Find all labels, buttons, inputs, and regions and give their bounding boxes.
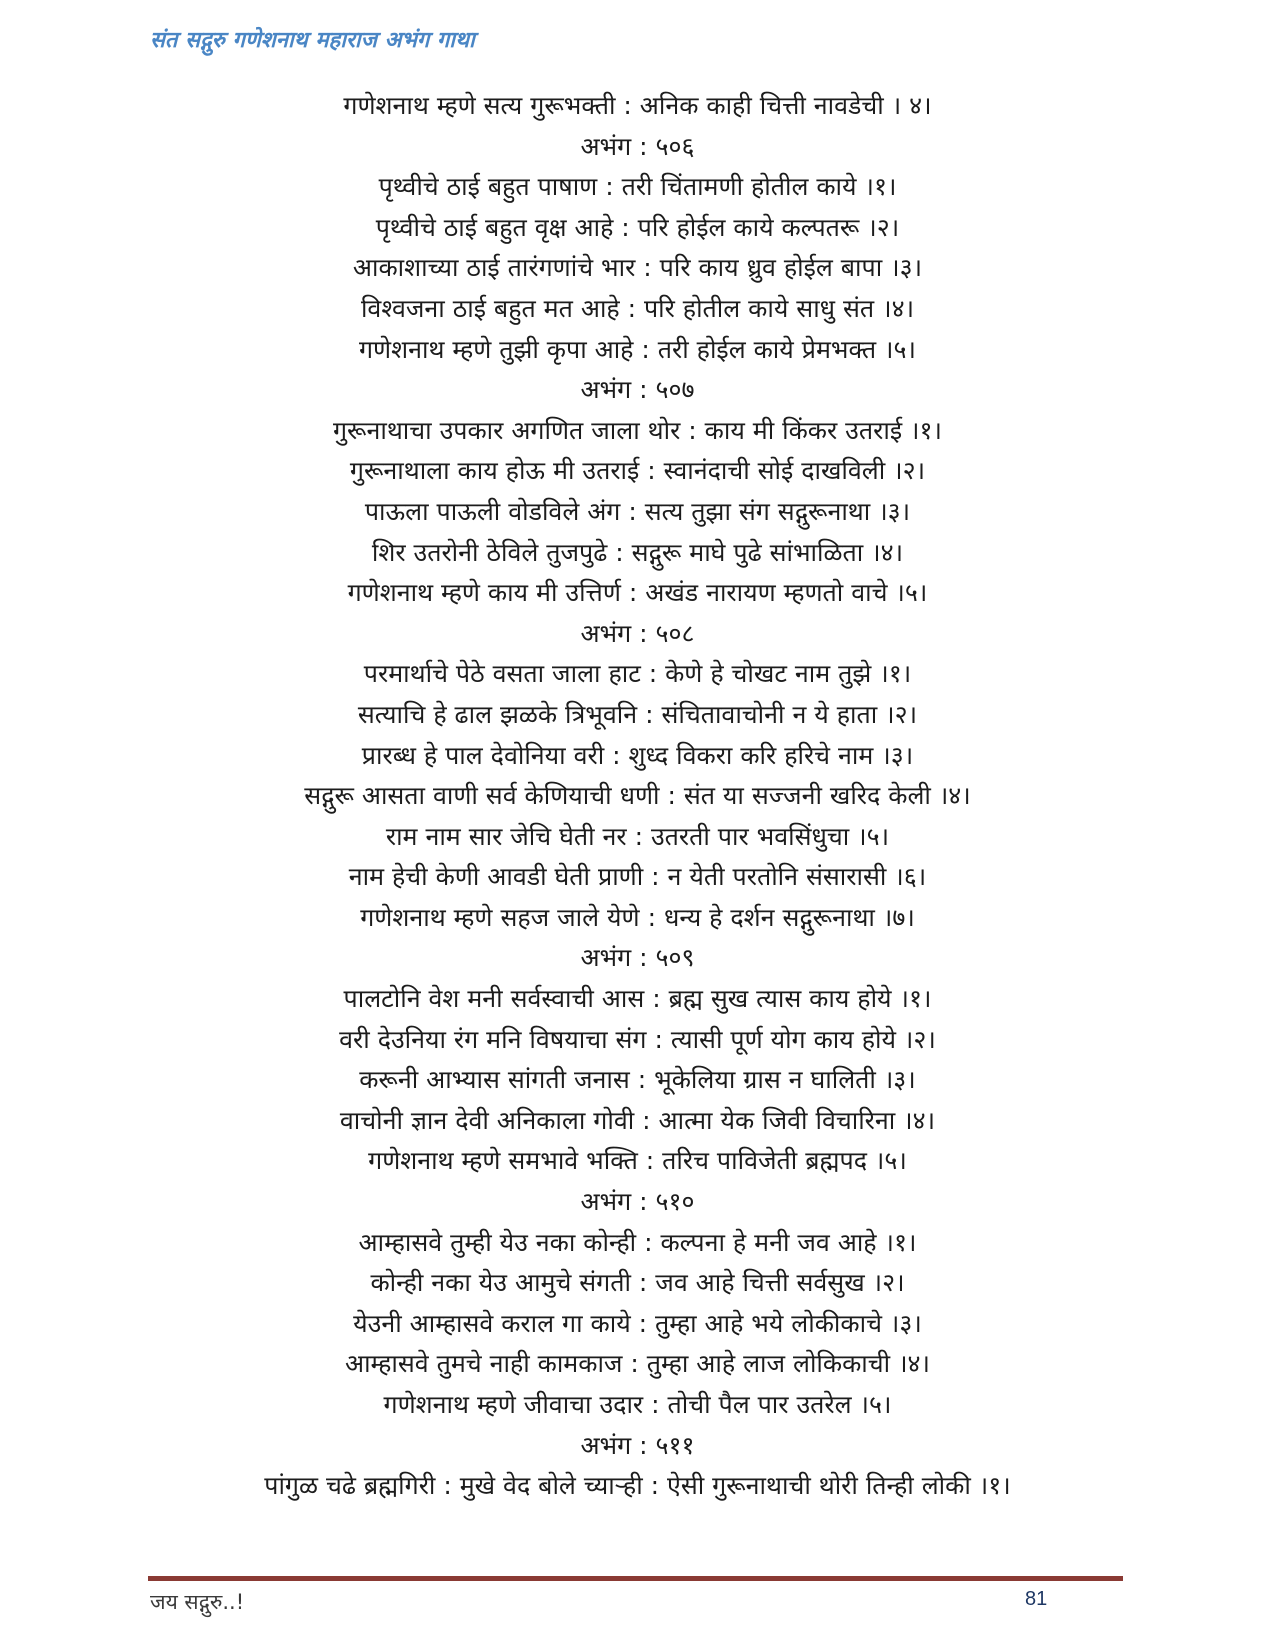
verse-line: वरी देउनिया रंग मनि विषयाचा संग : त्यासी पूर्ण योग काय होये ।२। [339,1024,936,1054]
verse-line: पृथ्वीचे ठाई बहुत पाषाण : तरी चिंतामणी होतील काये ।१। [378,172,897,202]
verse-line: वाचोनी ज्ञान देवी अनिकाला गोवी : आत्मा येक जिवी विचारिना ।४। [339,1105,936,1135]
verse-line: गणेशनाथ म्हणे समभावे भक्ति : तरिच पाविजेती ब्रह्मपद ।५। [368,1146,907,1176]
verse-line: पृथ्वीचे ठाई बहुत वृक्ष आहे : परि होईल काये कल्पतरू ।२। [375,212,900,242]
verse-line: नाम हेची केणी आवडी घेती प्राणी : न येती परतोनि संसारासी ।६। [348,862,927,892]
verse-line: सत्याचि हे ढाल झळके त्रिभूवनि : संचितावाचोनी न ये हाता ।२। [357,699,918,729]
page-header-title: संत सद्गुरु गणेशनाथ महाराज अभंग गाथा [150,28,475,53]
verse-line: गणेशनाथ म्हणे सत्य गुरूभक्ती : अनिक काही चित्ती नावडेची । ४। [343,91,932,120]
footer-left-text: जय सद्गुरु..! [150,1590,245,1614]
verse-line: प्रारब्ध हे पाल देवोनिया वरी : शुध्द विकरा करि हरिचे नाम ।३। [361,740,914,770]
verse-line: येउनी आम्हासवे कराल गा काये : तुम्हा आहे भये लोकीकाचे ।३। [353,1308,922,1338]
verse-line: सद्गुरू आसता वाणी सर्व केणियाची धणी : संत या सज्जनी खरिद केली ।४। [304,781,971,811]
abhang-text-body [60,86,1215,1507]
abhang-heading: अभंग : ५१० [580,1187,695,1217]
verse-line: करूनी आभ्यास सांगती जनास : भूकेलिया ग्रास न घालिती ।३। [359,1065,916,1095]
abhang-heading: अभंग : ५०७ [580,375,695,405]
abhang-heading: अभंग : ५११ [580,1430,695,1460]
footer-divider [148,1576,1123,1581]
verse-line: गणेशनाथ म्हणे तुझी कृपा आहे : तरी होईल काये प्रेमभक्त ।५। [358,334,917,364]
verse-line: पालटोनि वेश मनी सर्वस्वाची आस : ब्रह्म सुख त्यास काय होये ।१। [343,984,932,1014]
verse-line: विश्वजना ठाई बहुत मत आहे : परि होतील काये साधु संत ।४। [360,293,915,323]
verse-line: पाऊला पाऊली वोडविले अंग : सत्य तुझा संग सद्गुरूनाथा ।३। [364,496,911,526]
verse-line: शिर उतरोनी ठेविले तुजपुढे : सद्गुरू माघे पुढे सांभाळिता ।४। [371,537,904,567]
verse-line: गणेशनाथ म्हणे सहज जाले येणे : धन्य हे दर्शन सद्गुरूनाथा ।७। [360,902,915,932]
verse-line: गणेशनाथ म्हणे जीवाचा उदार : तोची पैल पार उतरेल ।५। [383,1390,892,1419]
verse-line: राम नाम सार जेचि घेती नर : उतरती पार भवसिंधुचा ।५। [385,821,890,851]
abhang-heading: अभंग : ५०८ [580,618,695,648]
verse-line: परमार्थाचे पेठे वसता जाला हाट : केणे हे चोखट नाम तुझे ।१। [363,659,912,689]
page-number: 81 [1025,1588,1048,1610]
verse-line: पांगुळ चढे ब्रह्मगिरी : मुखे वेद बोले च्याऱ्ही : ऐसी गुरूनाथाची थोरी तिन्ही लोकी ।१। [264,1471,1011,1501]
verse-line: आकाशाच्या ठाई तारंगणांचे भार : परि काय ध्रुव होईल बापा ।३। [352,253,923,283]
verse-line: गुरूनाथाचा उपकार अगणित जाला थोर : काय मी किंकर उतराई ।१। [332,415,943,445]
abhang-heading: अभंग : ५०९ [580,943,695,973]
verse-line: गणेशनाथ म्हणे काय मी उत्तिर्ण : अखंड नारायण म्हणतो वाचे ।५। [347,578,928,608]
verse-line: कोन्ही नका येउ आमुचे संगती : जव आहे चित्ती सर्वसुख ।२। [370,1268,905,1298]
verse-line: आम्हासवे तुमचे नाही कामकाज : तुम्हा आहे लाज लोकिकाची ।४। [344,1349,931,1379]
verse-line: आम्हासवे तुम्ही येउ नका कोन्ही : कल्पना हे मनी जव आहे ।१। [358,1227,917,1257]
abhang-heading: अभंग : ५०६ [580,131,695,161]
verse-line: गुरूनाथाला काय होऊ मी उतराई : स्वानंदाची सोई दाखविली ।२। [349,456,926,486]
